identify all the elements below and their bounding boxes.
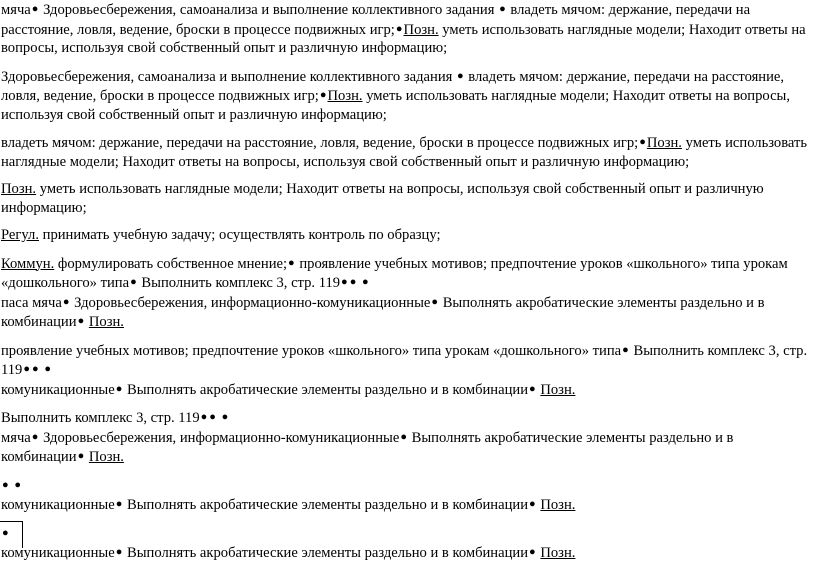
text: мяча (1, 2, 31, 18)
bullet-icon: ● (2, 478, 9, 491)
link-pozn[interactable]: Позн. (1, 181, 37, 197)
link-pozn[interactable]: Позн. (540, 545, 576, 561)
bullet-icon: ● (77, 315, 85, 327)
text: Выполнить комплекс 3, стр. 119 (137, 275, 341, 291)
text: уметь использовать наглядные модели; Находит ответы на вопросы, используя свой собственный опыт и различную информацию; (1, 181, 764, 216)
link-regul[interactable]: Регул. (1, 227, 39, 243)
bullet-icon: ● (400, 430, 407, 443)
bullet-icon: ● (77, 450, 85, 462)
link-pozn[interactable]: Позн. (403, 21, 439, 38)
bullet-icon: ● (14, 478, 21, 491)
table-cell-corner (0, 521, 23, 548)
text: Выполнить комплекс 3, стр. 119 (1, 342, 808, 378)
paragraph-8 (1, 408, 813, 467)
text: Здоровьесбережения, самоанализа и выполнение коллективного задания (1, 68, 456, 85)
text: паса мяча (1, 294, 62, 311)
link-pozn[interactable]: Позн. (540, 497, 576, 513)
bullet-icon: ● (31, 430, 39, 443)
bullet-icon: ● (31, 3, 39, 15)
bullet-icon: ● (115, 382, 123, 395)
text: мяча (1, 429, 31, 446)
text: комуникационные (1, 545, 115, 561)
paragraph-5 (1, 226, 813, 245)
link-pozn[interactable]: Позн. (88, 314, 124, 330)
link-pozn[interactable]: Позн. (646, 135, 682, 151)
text: Выполнять акробатические элементы раздельно и в комбинации (123, 497, 529, 513)
text: Выполнять акробатические элементы раздельно и в комбинации (123, 381, 529, 398)
text: владеть мячом: держание, передачи на расстояние, ловля, ведение, броски в процессе подвижных игр; (1, 68, 785, 104)
text: Здоровьесбережения, информационно-комуникационные (70, 294, 431, 311)
text: Здоровьесбережения, самоанализа и выполнение коллективного задания (39, 2, 499, 18)
text: комуникационные (1, 381, 115, 398)
text: уметь использовать наглядные модели; Находит ответы на вопросы, используя свой собственный опыт и различную информацию; (1, 88, 791, 123)
bullet-icon: ● (221, 411, 229, 423)
bullet-icon: ● (529, 382, 536, 395)
text: проявление учебных мотивов; предпочтение уроков «школьного» типа урокам «дошкольного» типа (1, 255, 788, 291)
bullet-icon: ● (362, 276, 369, 288)
paragraph-7 (1, 341, 813, 400)
bullet-icon: ● (529, 546, 536, 558)
text: Выполнять акробатические элементы раздельно и в комбинации (1, 429, 734, 465)
link-pozn[interactable]: Позн. (540, 381, 576, 398)
bullet-icon: ● (23, 363, 31, 375)
text: уметь использовать наглядные модели; Находит ответы на вопросы, используя свой собственный опыт и различную информацию; (1, 135, 808, 170)
bullet-icon: ● (349, 276, 357, 288)
paragraph-10 (1, 524, 813, 563)
link-pozn[interactable]: Позн. (327, 88, 363, 104)
paragraph-2 (1, 67, 813, 125)
paragraph-3 (1, 133, 813, 171)
bullet-icon: ● (44, 363, 51, 375)
paragraph-6 (1, 254, 813, 332)
paragraph-9 (1, 476, 813, 515)
text: формулировать собственное мнение; (54, 255, 288, 272)
text: Здоровьесбережения, информационно-комуникационные (39, 429, 400, 446)
bullet-icon: ● (499, 3, 506, 15)
bullet-icon: ● (115, 498, 123, 510)
bullet-icon: ● (622, 343, 629, 356)
text: комуникационные (1, 497, 115, 513)
bullet-icon: ● (62, 295, 70, 308)
bullet-icon: ● (2, 526, 9, 539)
bullet-icon: ● (457, 69, 464, 82)
text: Выполнять акробатические элементы раздельно и в комбинации (1, 294, 765, 330)
text: Выполнять акробатические элементы раздельно и в комбинации (123, 545, 529, 561)
paragraph-4 (1, 180, 813, 217)
bullet-icon: ● (319, 89, 327, 101)
text: проявление учебных мотивов; предпочтение уроков «школьного» типа урокам «дошкольного» типа (1, 342, 622, 359)
bullet-icon: ● (130, 276, 137, 288)
bullet-icon: ● (200, 411, 208, 423)
link-kommun[interactable]: Коммун. (1, 255, 55, 272)
bullet-icon: ● (639, 136, 646, 148)
bullet-icon: ● (209, 411, 216, 423)
text: владеть мячом: держание, передачи на расстояние, ловля, ведение, броски в процессе подвижных игр; (1, 2, 751, 38)
bullet-icon: ● (32, 363, 39, 375)
paragraph-1 (1, 0, 813, 58)
bullet-icon: ● (395, 22, 403, 35)
link-pozn[interactable]: Позн. (88, 449, 124, 465)
bullet-icon: ● (529, 498, 536, 510)
text: Выполнить комплекс 3, стр. 119 (1, 410, 200, 426)
bullet-icon: ● (115, 546, 123, 558)
text: уметь использовать наглядные модели; Находит ответы на вопросы, используя свой собственный опыт и различную информацию; (1, 21, 806, 56)
bullet-icon: ● (288, 256, 295, 269)
bullet-icon: ● (431, 295, 439, 308)
text: владеть мячом: держание, передачи на расстояние, ловля, ведение, броски в процессе подвижных игр; (1, 135, 639, 151)
text: принимать учебную задачу; осуществлять контроль по образцу; (38, 227, 441, 243)
bullet-icon: ● (341, 276, 348, 288)
